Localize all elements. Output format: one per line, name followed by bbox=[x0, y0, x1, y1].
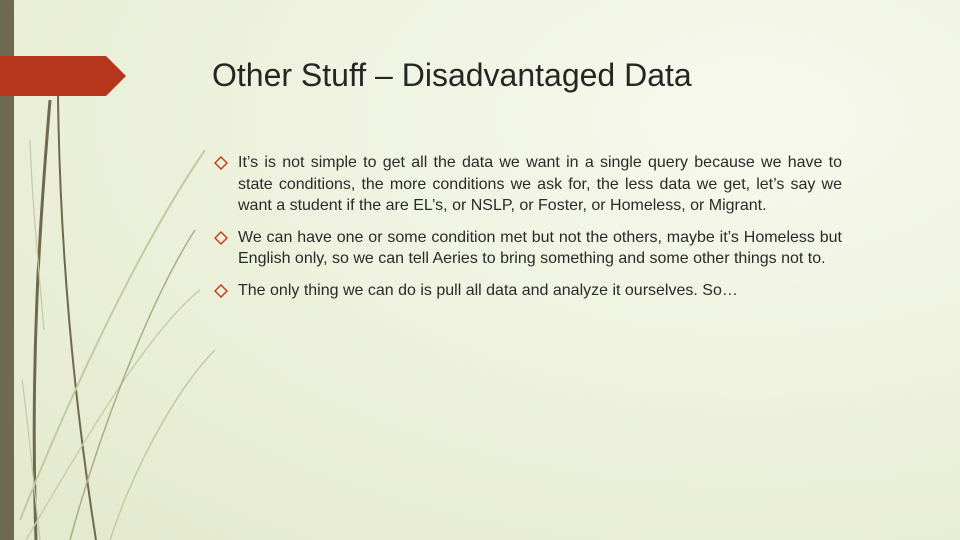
title-accent-tab bbox=[0, 56, 126, 96]
slide-title: Other Stuff – Disadvantaged Data bbox=[212, 57, 692, 93]
bullet-item bbox=[214, 152, 842, 217]
bullet-text: It’s is not simple to get all the data we want in a single query because we have to state conditions, the more conditions we ask for, the less data we get, let’s say we want a student if the are EL’s, or NSLP, or Foster, or Homeless, or Migrant. bbox=[238, 154, 842, 214]
diamond-outline-icon bbox=[214, 284, 228, 298]
diamond-outline-icon bbox=[214, 231, 228, 245]
bullet-item bbox=[214, 280, 842, 302]
bullet-text: We can have one or some condition met but not the others, maybe it’s Homeless but English only, so we can tell Aeries to bring something and some other things not to. bbox=[238, 228, 842, 267]
diamond-outline-icon bbox=[214, 156, 228, 170]
bullet-text: The only thing we can do is pull all data and analyze it ourselves. So… bbox=[238, 281, 738, 299]
bullet-list bbox=[214, 152, 842, 311]
bullet-item bbox=[214, 227, 842, 270]
